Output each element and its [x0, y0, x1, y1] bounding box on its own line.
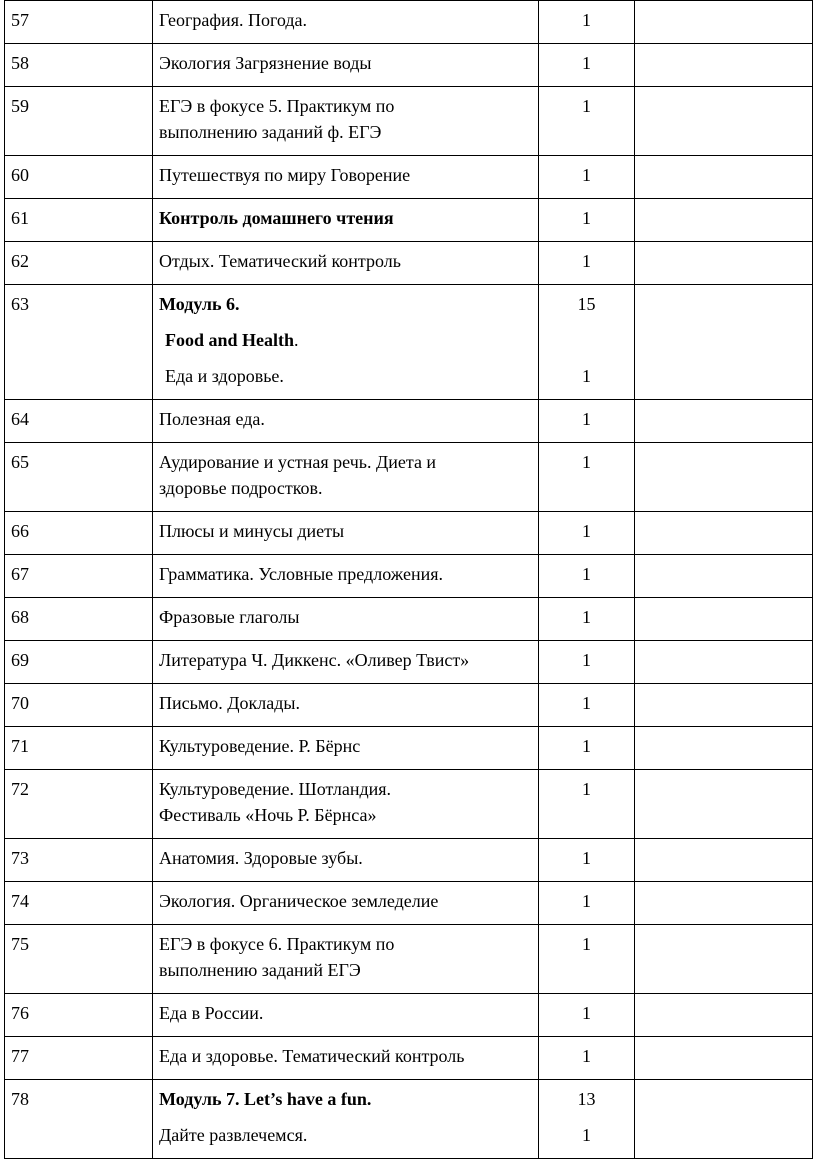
- hours-value: 1: [582, 607, 591, 627]
- lesson-hours: [539, 87, 635, 156]
- hours-value: 1: [582, 779, 591, 799]
- hours-value: 1: [582, 650, 591, 670]
- topic-text: Food and Health: [165, 330, 295, 350]
- topic-text: Дайте развлечемся.: [159, 1125, 308, 1145]
- topic-line: [159, 776, 532, 802]
- hours-value: 1: [582, 165, 591, 185]
- table-row: [5, 400, 813, 443]
- lesson-number: 60: [5, 156, 153, 199]
- topic-line: [159, 119, 532, 145]
- topic-text: Литература Ч. Диккенс. «Оливер Твист»: [159, 650, 470, 670]
- topic-line: [159, 888, 532, 914]
- hours-value: 1: [582, 848, 591, 868]
- lesson-number: 65: [5, 443, 153, 512]
- table-row: [5, 1080, 813, 1159]
- lesson-note: [635, 994, 813, 1037]
- topic-text: Грамматика. Условные предложения.: [159, 564, 443, 584]
- table-row: [5, 44, 813, 87]
- lesson-note: [635, 641, 813, 684]
- table-row: [5, 839, 813, 882]
- topic-text: Фразовые глаголы: [159, 607, 300, 627]
- lesson-hours: [539, 882, 635, 925]
- lesson-topic: [153, 598, 539, 641]
- table-row: [5, 242, 813, 285]
- lesson-number: 74: [5, 882, 153, 925]
- topic-line: [159, 931, 532, 957]
- hours-value: 1: [582, 366, 591, 386]
- topic-line: [159, 327, 532, 353]
- lesson-note: [635, 727, 813, 770]
- topic-line: [159, 1000, 532, 1026]
- lesson-hours: [539, 400, 635, 443]
- hours-value: 1: [582, 1125, 591, 1145]
- topic-text: Путешествуя по миру Говорение: [159, 165, 411, 185]
- lesson-topic: [153, 684, 539, 727]
- topic-text: Культуроведение. Шотландия.: [159, 779, 392, 799]
- lesson-hours: [539, 1037, 635, 1080]
- lesson-note: [635, 555, 813, 598]
- hours-value: 1: [582, 521, 591, 541]
- topic-line: [159, 406, 532, 432]
- table-row: [5, 882, 813, 925]
- hours-value: 1: [582, 1003, 591, 1023]
- table-row: [5, 199, 813, 242]
- lesson-note: [635, 199, 813, 242]
- topic-text: Экология. Органическое земледелие: [159, 891, 439, 911]
- lesson-topic: [153, 1037, 539, 1080]
- lesson-note: [635, 1080, 813, 1159]
- topic-line: [159, 50, 532, 76]
- lesson-number: 62: [5, 242, 153, 285]
- lesson-plan-table: [4, 0, 813, 1159]
- lesson-note: [635, 156, 813, 199]
- lesson-topic: [153, 443, 539, 512]
- table-row: [5, 727, 813, 770]
- lesson-number: 78: [5, 1080, 153, 1159]
- table-row: [5, 684, 813, 727]
- lesson-number: 69: [5, 641, 153, 684]
- lesson-number: 66: [5, 512, 153, 555]
- topic-line: [159, 690, 532, 716]
- table-row: [5, 443, 813, 512]
- lesson-hours: [539, 199, 635, 242]
- topic-line: [159, 93, 532, 119]
- hours-value: 1: [582, 96, 591, 116]
- lesson-note: [635, 242, 813, 285]
- lesson-number: 77: [5, 1037, 153, 1080]
- lesson-number: 63: [5, 285, 153, 400]
- topic-text: Фестиваль «Ночь Р. Бёрнса»: [159, 805, 377, 825]
- lesson-topic: [153, 1080, 539, 1159]
- lesson-note: [635, 44, 813, 87]
- hours-value: 1: [582, 452, 591, 472]
- lesson-topic: [153, 156, 539, 199]
- lesson-note: [635, 1, 813, 44]
- hours-value: 1: [582, 409, 591, 429]
- lesson-topic: [153, 925, 539, 994]
- table-row: [5, 994, 813, 1037]
- topic-text: Плюсы и минусы диеты: [159, 521, 345, 541]
- topic-text: ЕГЭ в фокусе 6. Практикум по: [159, 934, 395, 954]
- lesson-note: [635, 598, 813, 641]
- lesson-topic: [153, 242, 539, 285]
- lesson-topic: [153, 555, 539, 598]
- table-row: [5, 555, 813, 598]
- topic-line: [159, 449, 532, 475]
- lesson-note: [635, 684, 813, 727]
- lesson-topic: [153, 512, 539, 555]
- hours-value: 1: [582, 564, 591, 584]
- hours-value: 1: [582, 934, 591, 954]
- topic-suffix: .: [294, 330, 299, 350]
- lesson-hours: [539, 555, 635, 598]
- table-row: [5, 641, 813, 684]
- lesson-hours: [539, 839, 635, 882]
- topic-text: Культуроведение. Р. Бёрнс: [159, 736, 361, 756]
- hours-value: 1: [582, 693, 591, 713]
- topic-line: [159, 162, 532, 188]
- table-row: [5, 512, 813, 555]
- lesson-note: [635, 882, 813, 925]
- lesson-number: 76: [5, 994, 153, 1037]
- topic-text: Полезная еда.: [159, 409, 265, 429]
- lesson-note: [635, 285, 813, 400]
- hours-value: 1: [582, 53, 591, 73]
- lesson-hours: [539, 156, 635, 199]
- topic-line: [159, 845, 532, 871]
- table-row: [5, 156, 813, 199]
- topic-line: [159, 1043, 532, 1069]
- topic-text: Еда и здоровье. Тематический контроль: [159, 1046, 465, 1066]
- lesson-topic: [153, 994, 539, 1037]
- topic-text: Письмо. Доклады.: [159, 693, 300, 713]
- topic-text: выполнению заданий ЕГЭ: [159, 960, 361, 980]
- topic-text: Модуль 6.: [159, 294, 240, 314]
- lesson-topic: [153, 839, 539, 882]
- hours-value: 1: [582, 208, 591, 228]
- lesson-number: 72: [5, 770, 153, 839]
- lesson-number: 59: [5, 87, 153, 156]
- lesson-hours: [539, 1080, 635, 1159]
- topic-line: [159, 291, 532, 317]
- topic-text: География. Погода.: [159, 10, 308, 30]
- topic-line: [159, 957, 532, 983]
- topic-line: [159, 7, 532, 33]
- lesson-topic: [153, 641, 539, 684]
- lesson-number: 64: [5, 400, 153, 443]
- table-row: [5, 770, 813, 839]
- lesson-note: [635, 512, 813, 555]
- table-row: [5, 1, 813, 44]
- lesson-hours: [539, 598, 635, 641]
- lesson-note: [635, 443, 813, 512]
- table-row: [5, 925, 813, 994]
- table-row: [5, 285, 813, 400]
- topic-text: Контроль домашнего чтения: [159, 208, 394, 228]
- lesson-topic: [153, 882, 539, 925]
- hours-value: 1: [582, 736, 591, 756]
- hours-value: 15: [577, 294, 596, 314]
- hours-value: 1: [582, 891, 591, 911]
- hours-value: 1: [582, 1046, 591, 1066]
- lesson-hours: [539, 684, 635, 727]
- lesson-note: [635, 839, 813, 882]
- lesson-number: 73: [5, 839, 153, 882]
- lesson-note: [635, 400, 813, 443]
- lesson-hours: [539, 641, 635, 684]
- topic-line: [159, 647, 532, 673]
- lesson-topic: [153, 87, 539, 156]
- lesson-hours: [539, 925, 635, 994]
- topic-text: Анатомия. Здоровые зубы.: [159, 848, 363, 868]
- lesson-note: [635, 87, 813, 156]
- topic-line: [159, 604, 532, 630]
- lesson-number: 61: [5, 199, 153, 242]
- lesson-hours: [539, 1, 635, 44]
- topic-line: [159, 518, 532, 544]
- lesson-number: 67: [5, 555, 153, 598]
- lesson-hours: [539, 727, 635, 770]
- lesson-note: [635, 1037, 813, 1080]
- lesson-topic: [153, 1, 539, 44]
- topic-line: [159, 475, 532, 501]
- topic-text: Еда в России.: [159, 1003, 264, 1023]
- lesson-number: 75: [5, 925, 153, 994]
- lesson-topic: [153, 199, 539, 242]
- topic-line: [159, 1086, 532, 1112]
- topic-text: Отдых. Тематический контроль: [159, 251, 401, 271]
- topic-line: [159, 248, 532, 274]
- lesson-hours: [539, 44, 635, 87]
- topic-line: [159, 802, 532, 828]
- lesson-hours: [539, 443, 635, 512]
- topic-line: [159, 733, 532, 759]
- lesson-hours: [539, 770, 635, 839]
- table-row: [5, 598, 813, 641]
- topic-text: выполнению заданий ф. ЕГЭ: [159, 122, 382, 142]
- lesson-number: 70: [5, 684, 153, 727]
- topic-text: Еда и здоровье.: [165, 366, 284, 386]
- lesson-topic: [153, 727, 539, 770]
- hours-value: 13: [577, 1089, 596, 1109]
- lesson-topic: [153, 770, 539, 839]
- lesson-hours: [539, 994, 635, 1037]
- lesson-note: [635, 925, 813, 994]
- lesson-hours: [539, 242, 635, 285]
- table-row: [5, 87, 813, 156]
- lesson-topic: [153, 285, 539, 400]
- topic-text: Экология Загрязнение воды: [159, 53, 372, 73]
- topic-line: [159, 561, 532, 587]
- table-row: [5, 1037, 813, 1080]
- topic-text: здоровье подростков.: [159, 478, 323, 498]
- lesson-number: 58: [5, 44, 153, 87]
- topic-line: [159, 205, 532, 231]
- lesson-hours: [539, 285, 635, 400]
- topic-line: [159, 1122, 532, 1148]
- lesson-number: 57: [5, 1, 153, 44]
- hours-value: 1: [582, 10, 591, 30]
- lesson-topic: [153, 400, 539, 443]
- topic-text: Аудирование и устная речь. Диета и: [159, 452, 437, 472]
- lesson-hours: [539, 512, 635, 555]
- hours-value: 1: [582, 251, 591, 271]
- lesson-number: 71: [5, 727, 153, 770]
- topic-text: Модуль 7. Let’s have a fun.: [159, 1089, 372, 1109]
- lesson-plan-body: [5, 1, 813, 1159]
- lesson-note: [635, 770, 813, 839]
- lesson-topic: [153, 44, 539, 87]
- hours-value: [545, 327, 628, 353]
- topic-line: [159, 363, 532, 389]
- lesson-number: 68: [5, 598, 153, 641]
- topic-text: ЕГЭ в фокусе 5. Практикум по: [159, 96, 395, 116]
